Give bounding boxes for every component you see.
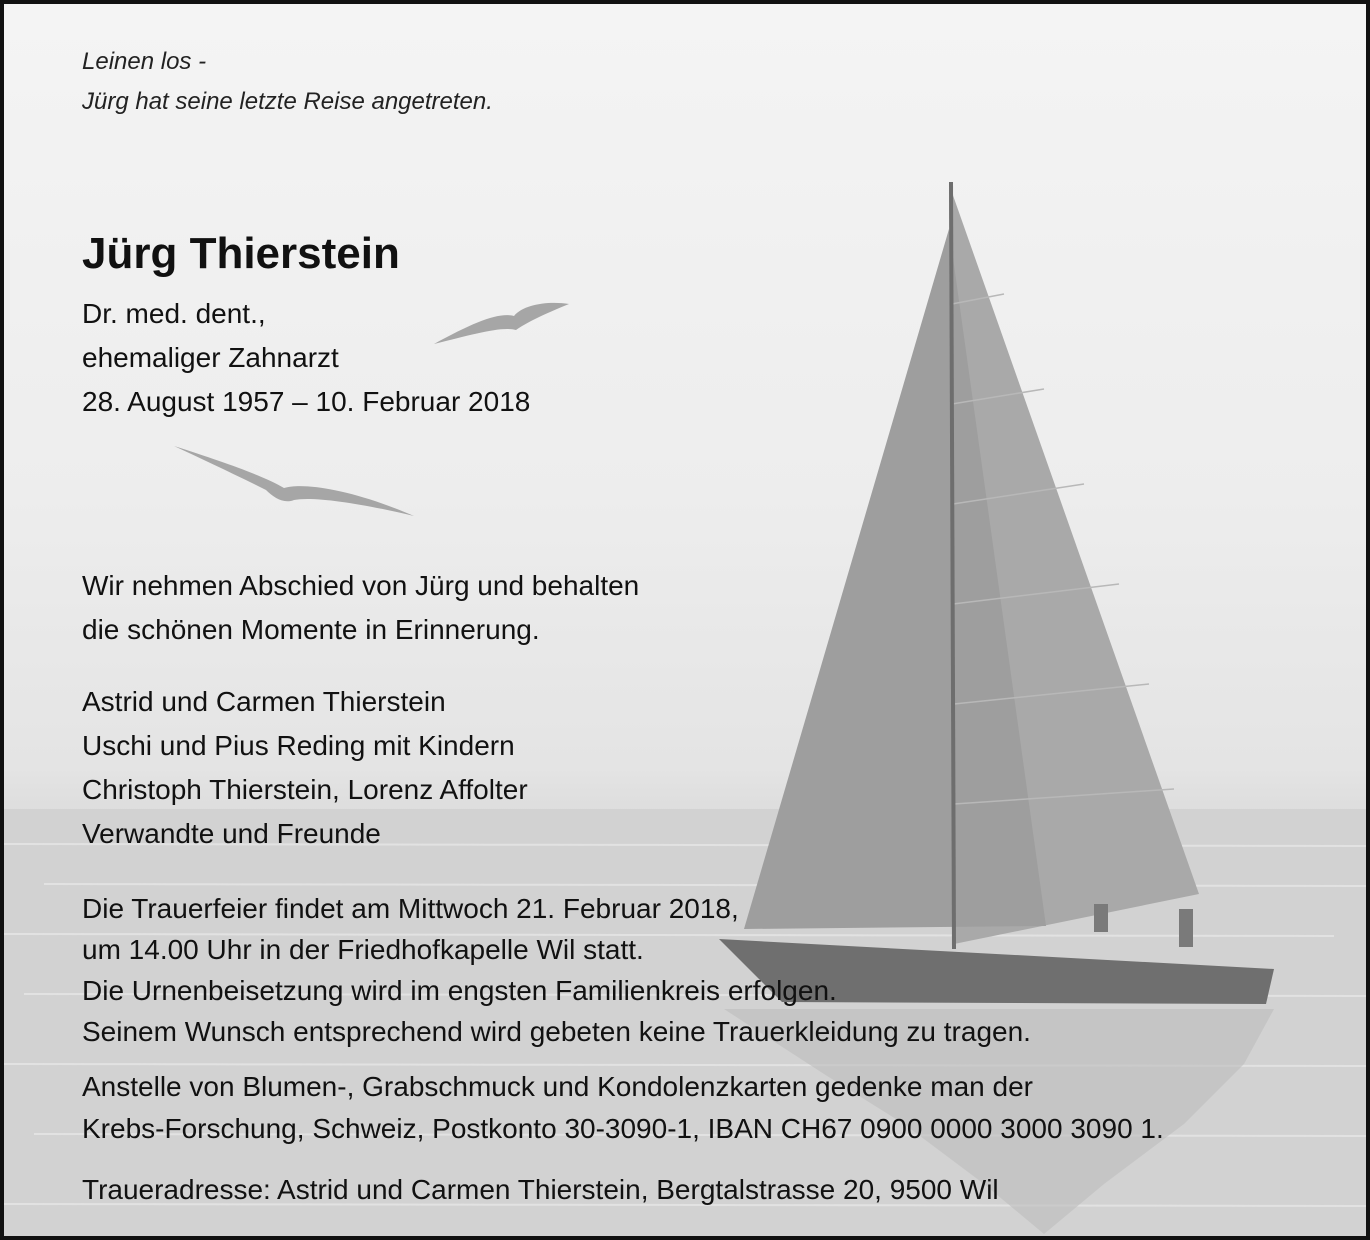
farewell-line: Wir nehmen Abschied von Jürg und behalten	[82, 570, 640, 601]
ceremony-line: Seinem Wunsch entsprechend wird gebeten keine Trauerkleidung zu tragen.	[82, 1016, 1031, 1047]
mourner-entry: Astrid und Carmen Thierstein	[82, 686, 446, 717]
sailor-figure	[1179, 909, 1193, 947]
detail-title: Dr. med. dent.,	[82, 298, 266, 329]
mourners-list	[82, 680, 528, 856]
ceremony-line: Die Urnenbeisetzung wird im engsten Familienkreis erfolgen.	[82, 975, 837, 1006]
detail-profession: ehemaliger Zahnarzt	[82, 342, 339, 373]
deceased-name: Jürg Thierstein	[82, 229, 400, 278]
mourner-entry: Christoph Thierstein, Lorenz Affolter	[82, 774, 528, 805]
mourner-entry: Uschi und Pius Reding mit Kindern	[82, 730, 515, 761]
deceased-details	[82, 292, 530, 424]
detail-dates: 28. August 1957 – 10. Februar 2018	[82, 386, 531, 417]
ceremony-line: um 14.00 Uhr in der Friedhofkapelle Wil statt.	[82, 934, 644, 965]
mourner-entry: Verwandte und Freunde	[82, 818, 381, 849]
motto-line: Leinen los -	[82, 48, 207, 75]
motto-line: Jürg hat seine letzte Reise angetreten.	[82, 88, 493, 115]
donation-info	[82, 1066, 1164, 1150]
farewell-line: die schönen Momente in Erinnerung.	[82, 614, 540, 645]
ceremony-info	[82, 888, 1031, 1052]
ceremony-line: Die Trauerfeier findet am Mittwoch 21. Februar 2018,	[82, 893, 739, 924]
donation-line: Anstelle von Blumen-, Grabschmuck und Kondolenzkarten gedenke man der	[82, 1071, 1033, 1102]
donation-line: Krebs-Forschung, Schweiz, Postkonto 30-3090-1, IBAN CH67 0900 0000 3000 3090 1.	[82, 1113, 1164, 1144]
farewell-text	[82, 564, 639, 652]
sailor-figure	[1094, 904, 1108, 932]
seagull-icon	[174, 446, 414, 516]
motto-quote	[82, 42, 493, 122]
mourning-address: Traueradresse: Astrid und Carmen Thierstein, Bergtalstrasse 20, 9500 Wil	[82, 1174, 999, 1205]
